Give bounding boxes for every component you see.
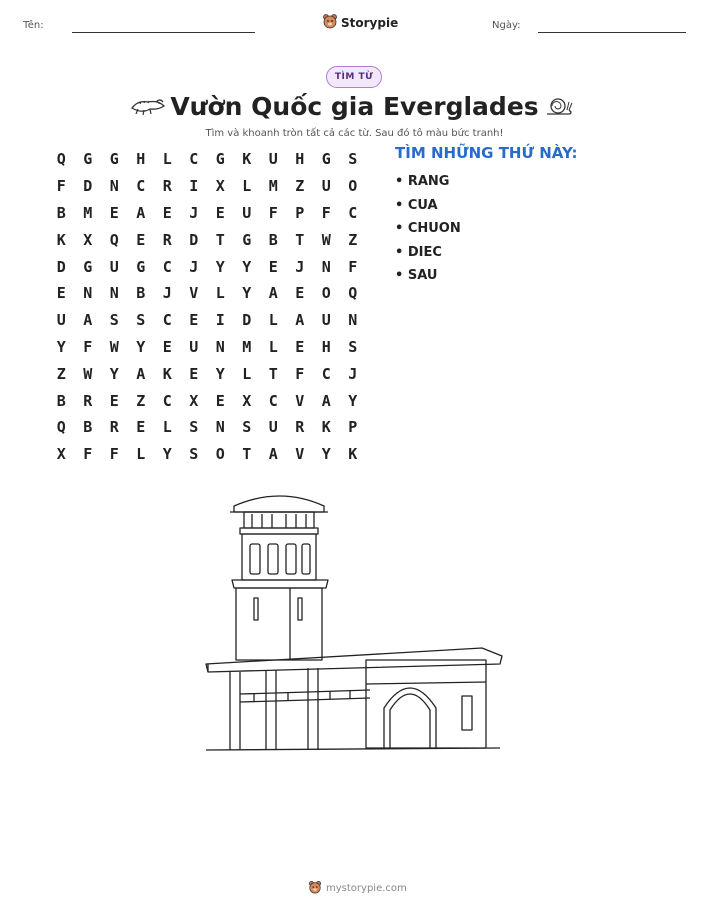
brand-logo [322,13,398,33]
grid-letter[interactable]: Y [56,337,66,356]
category-badge: TÌM TỪ [326,66,382,88]
grid-letter[interactable]: N [109,284,119,303]
grid-letter[interactable]: J [162,284,172,303]
grid-letter[interactable]: N [109,177,119,196]
grid-row [48,146,366,173]
grid-letter[interactable]: E [268,257,278,276]
word-list-item: • SAU [395,268,438,283]
word-list-item: • RANG [395,174,450,189]
bear-logo-icon [308,879,322,898]
grid-letter[interactable]: W [83,364,93,383]
grid-letter[interactable]: C [136,177,146,196]
grid-letter[interactable]: Z [56,364,66,383]
grid-letter[interactable]: U [321,311,331,330]
grid-letter[interactable]: X [56,445,66,464]
grid-letter[interactable]: U [56,311,66,330]
grid-letter[interactable]: U [268,150,278,169]
grid-letter[interactable]: E [162,203,172,222]
grid-letter[interactable]: E [295,284,305,303]
grid-letter[interactable]: F [348,257,358,276]
grid-letter[interactable]: J [348,364,358,383]
grid-letter[interactable]: A [268,284,278,303]
grid-letter[interactable]: M [268,177,278,196]
grid-letter[interactable]: K [56,230,66,249]
grid-letter[interactable]: K [162,364,172,383]
grid-letter[interactable]: K [321,418,331,437]
grid-letter[interactable]: E [109,391,119,410]
grid-letter[interactable]: E [295,337,305,356]
grid-letter[interactable]: Z [295,177,305,196]
grid-letter[interactable]: A [321,391,331,410]
grid-letter[interactable]: N [321,257,331,276]
grid-letter[interactable]: D [189,230,199,249]
grid-letter[interactable]: A [268,445,278,464]
grid-letter[interactable]: D [242,311,252,330]
grid-letter[interactable]: Y [136,337,146,356]
grid-letter[interactable]: C [162,257,172,276]
grid-letter[interactable]: E [215,203,225,222]
grid-letter[interactable]: Z [136,391,146,410]
grid-letter[interactable]: Y [109,364,119,383]
observation-tower-illustration[interactable] [200,488,510,762]
grid-letter[interactable]: Y [162,445,172,464]
grid-letter[interactable]: R [83,391,93,410]
word-list-item: • CUA [395,197,438,213]
grid-letter[interactable]: F [83,337,93,356]
grid-letter[interactable]: S [136,311,146,330]
date-field-line[interactable] [538,32,686,33]
grid-letter[interactable]: H [295,150,305,169]
grid-letter[interactable]: N [83,284,93,303]
grid-letter[interactable]: S [189,418,199,437]
grid-row [48,253,366,280]
grid-letter[interactable]: R [295,418,305,437]
grid-letter[interactable]: A [83,311,93,330]
grid-row [48,387,366,414]
grid-letter[interactable]: G [321,150,331,169]
snail-icon [545,94,573,122]
grid-letter[interactable]: I [215,311,225,330]
grid-letter[interactable]: L [242,177,252,196]
word-list-item: • CHUON [395,221,461,236]
word-search-grid [48,146,366,468]
grid-letter[interactable]: E [189,364,199,383]
grid-letter[interactable]: U [268,418,278,437]
grid-letter[interactable]: B [83,418,93,437]
grid-letter[interactable]: F [109,445,119,464]
grid-row [48,226,366,253]
grid-letter[interactable]: Y [242,284,252,303]
grid-letter[interactable]: F [83,445,93,464]
grid-letter[interactable]: J [189,257,199,276]
grid-letter[interactable]: X [83,230,93,249]
grid-letter[interactable]: V [295,391,305,410]
grid-letter[interactable]: T [242,445,252,464]
grid-letter[interactable]: R [162,177,172,196]
grid-letter[interactable]: S [348,150,358,169]
grid-letter[interactable]: B [56,203,66,222]
grid-letter[interactable]: F [295,364,305,383]
grid-letter[interactable]: S [109,311,119,330]
grid-letter[interactable]: E [136,418,146,437]
grid-letter[interactable]: X [242,391,252,410]
grid-letter[interactable]: E [162,337,172,356]
grid-letter[interactable]: N [215,337,225,356]
grid-letter[interactable]: X [189,391,199,410]
grid-letter[interactable]: Y [321,445,331,464]
grid-letter[interactable]: P [295,203,305,222]
grid-letter[interactable]: I [189,177,199,196]
grid-letter[interactable]: L [215,284,225,303]
grid-letter[interactable]: C [162,311,172,330]
grid-letter[interactable]: U [189,337,199,356]
grid-letter[interactable]: F [321,203,331,222]
word-list [395,170,461,288]
grid-letter[interactable]: L [268,311,278,330]
grid-letter[interactable]: Q [109,230,119,249]
grid-letter[interactable]: P [348,418,358,437]
grid-letter[interactable]: N [348,311,358,330]
grid-letter[interactable]: F [56,177,66,196]
grid-letter[interactable]: G [242,230,252,249]
grid-letter[interactable]: B [268,230,278,249]
instructions: Tìm và khoanh tròn tất cả các từ. Sau đó tô màu bức tranh! [205,128,504,139]
grid-letter[interactable]: C [348,203,358,222]
grid-letter[interactable]: O [348,177,358,196]
grid-letter[interactable]: R [162,230,172,249]
grid-letter[interactable]: C [321,364,331,383]
grid-letter[interactable]: O [321,284,331,303]
grid-letter[interactable]: Q [348,284,358,303]
brand-name: Storypie [341,16,399,30]
grid-letter[interactable]: B [56,391,66,410]
grid-row [48,414,366,441]
grid-row [48,173,366,200]
grid-letter[interactable]: G [83,150,93,169]
grid-letter[interactable]: Y [348,391,358,410]
grid-row [48,280,366,307]
grid-letter[interactable]: C [268,391,278,410]
grid-letter[interactable]: W [109,337,119,356]
grid-letter[interactable]: U [109,257,119,276]
grid-row [48,334,366,361]
grid-letter[interactable]: A [136,364,146,383]
grid-letter[interactable]: N [215,418,225,437]
name-label: Tên: [23,20,44,31]
grid-letter[interactable]: E [136,230,146,249]
grid-row [48,200,366,227]
grid-letter[interactable]: V [189,284,199,303]
grid-letter[interactable]: G [136,257,146,276]
grid-letter[interactable]: G [109,150,119,169]
grid-letter[interactable]: T [295,230,305,249]
grid-letter[interactable]: T [215,230,225,249]
word-list-item: • DIEC [395,244,442,260]
footer-site[interactable]: mystorypie.com [326,883,407,894]
grid-letter[interactable]: O [215,445,225,464]
grid-letter[interactable]: S [242,418,252,437]
grid-letter[interactable]: B [136,284,146,303]
grid-letter[interactable]: G [83,257,93,276]
grid-letter[interactable]: H [321,337,331,356]
grid-letter[interactable]: M [242,337,252,356]
grid-letter[interactable]: H [136,150,146,169]
grid-row [48,441,366,468]
grid-letter[interactable]: J [295,257,305,276]
grid-letter[interactable]: E [215,391,225,410]
grid-letter[interactable]: C [189,150,199,169]
grid-letter[interactable]: D [83,177,93,196]
grid-letter[interactable]: L [268,337,278,356]
grid-letter[interactable]: E [56,284,66,303]
grid-letter[interactable]: E [109,203,119,222]
grid-row [48,307,366,334]
grid-letter[interactable]: A [136,203,146,222]
grid-letter[interactable]: K [242,150,252,169]
grid-letter[interactable]: L [162,150,172,169]
grid-letter[interactable]: Q [56,418,66,437]
grid-letter[interactable]: U [321,177,331,196]
footer [308,879,407,898]
grid-letter[interactable]: A [295,311,305,330]
grid-letter[interactable]: L [242,364,252,383]
grid-letter[interactable]: X [215,177,225,196]
grid-letter[interactable]: R [109,418,119,437]
page-title: Vườn Quốc gia Everglades [170,92,539,121]
grid-letter[interactable]: Z [348,230,358,249]
bear-logo-icon [322,13,338,33]
grid-letter[interactable]: G [215,150,225,169]
grid-row [48,360,366,387]
grid-letter[interactable]: F [268,203,278,222]
grid-letter[interactable]: K [348,445,358,464]
name-field-line[interactable] [72,32,255,33]
grid-letter[interactable]: M [83,203,93,222]
grid-letter[interactable]: S [348,337,358,356]
grid-letter[interactable]: L [136,445,146,464]
grid-letter[interactable]: S [189,445,199,464]
grid-letter[interactable]: Q [56,150,66,169]
word-list-title: TÌM NHỮNG THỨ NÀY: [395,144,578,162]
date-label: Ngày: [492,20,521,31]
grid-letter[interactable]: J [189,203,199,222]
grid-letter[interactable]: U [242,203,252,222]
grid-letter[interactable]: E [189,311,199,330]
grid-letter[interactable]: W [321,230,331,249]
grid-letter[interactable]: Y [215,257,225,276]
grid-letter[interactable]: L [162,418,172,437]
grid-letter[interactable]: C [162,391,172,410]
grid-letter[interactable]: Y [215,364,225,383]
grid-letter[interactable]: V [295,445,305,464]
grid-letter[interactable]: T [268,364,278,383]
grid-letter[interactable]: D [56,257,66,276]
grid-letter[interactable]: Y [242,257,252,276]
